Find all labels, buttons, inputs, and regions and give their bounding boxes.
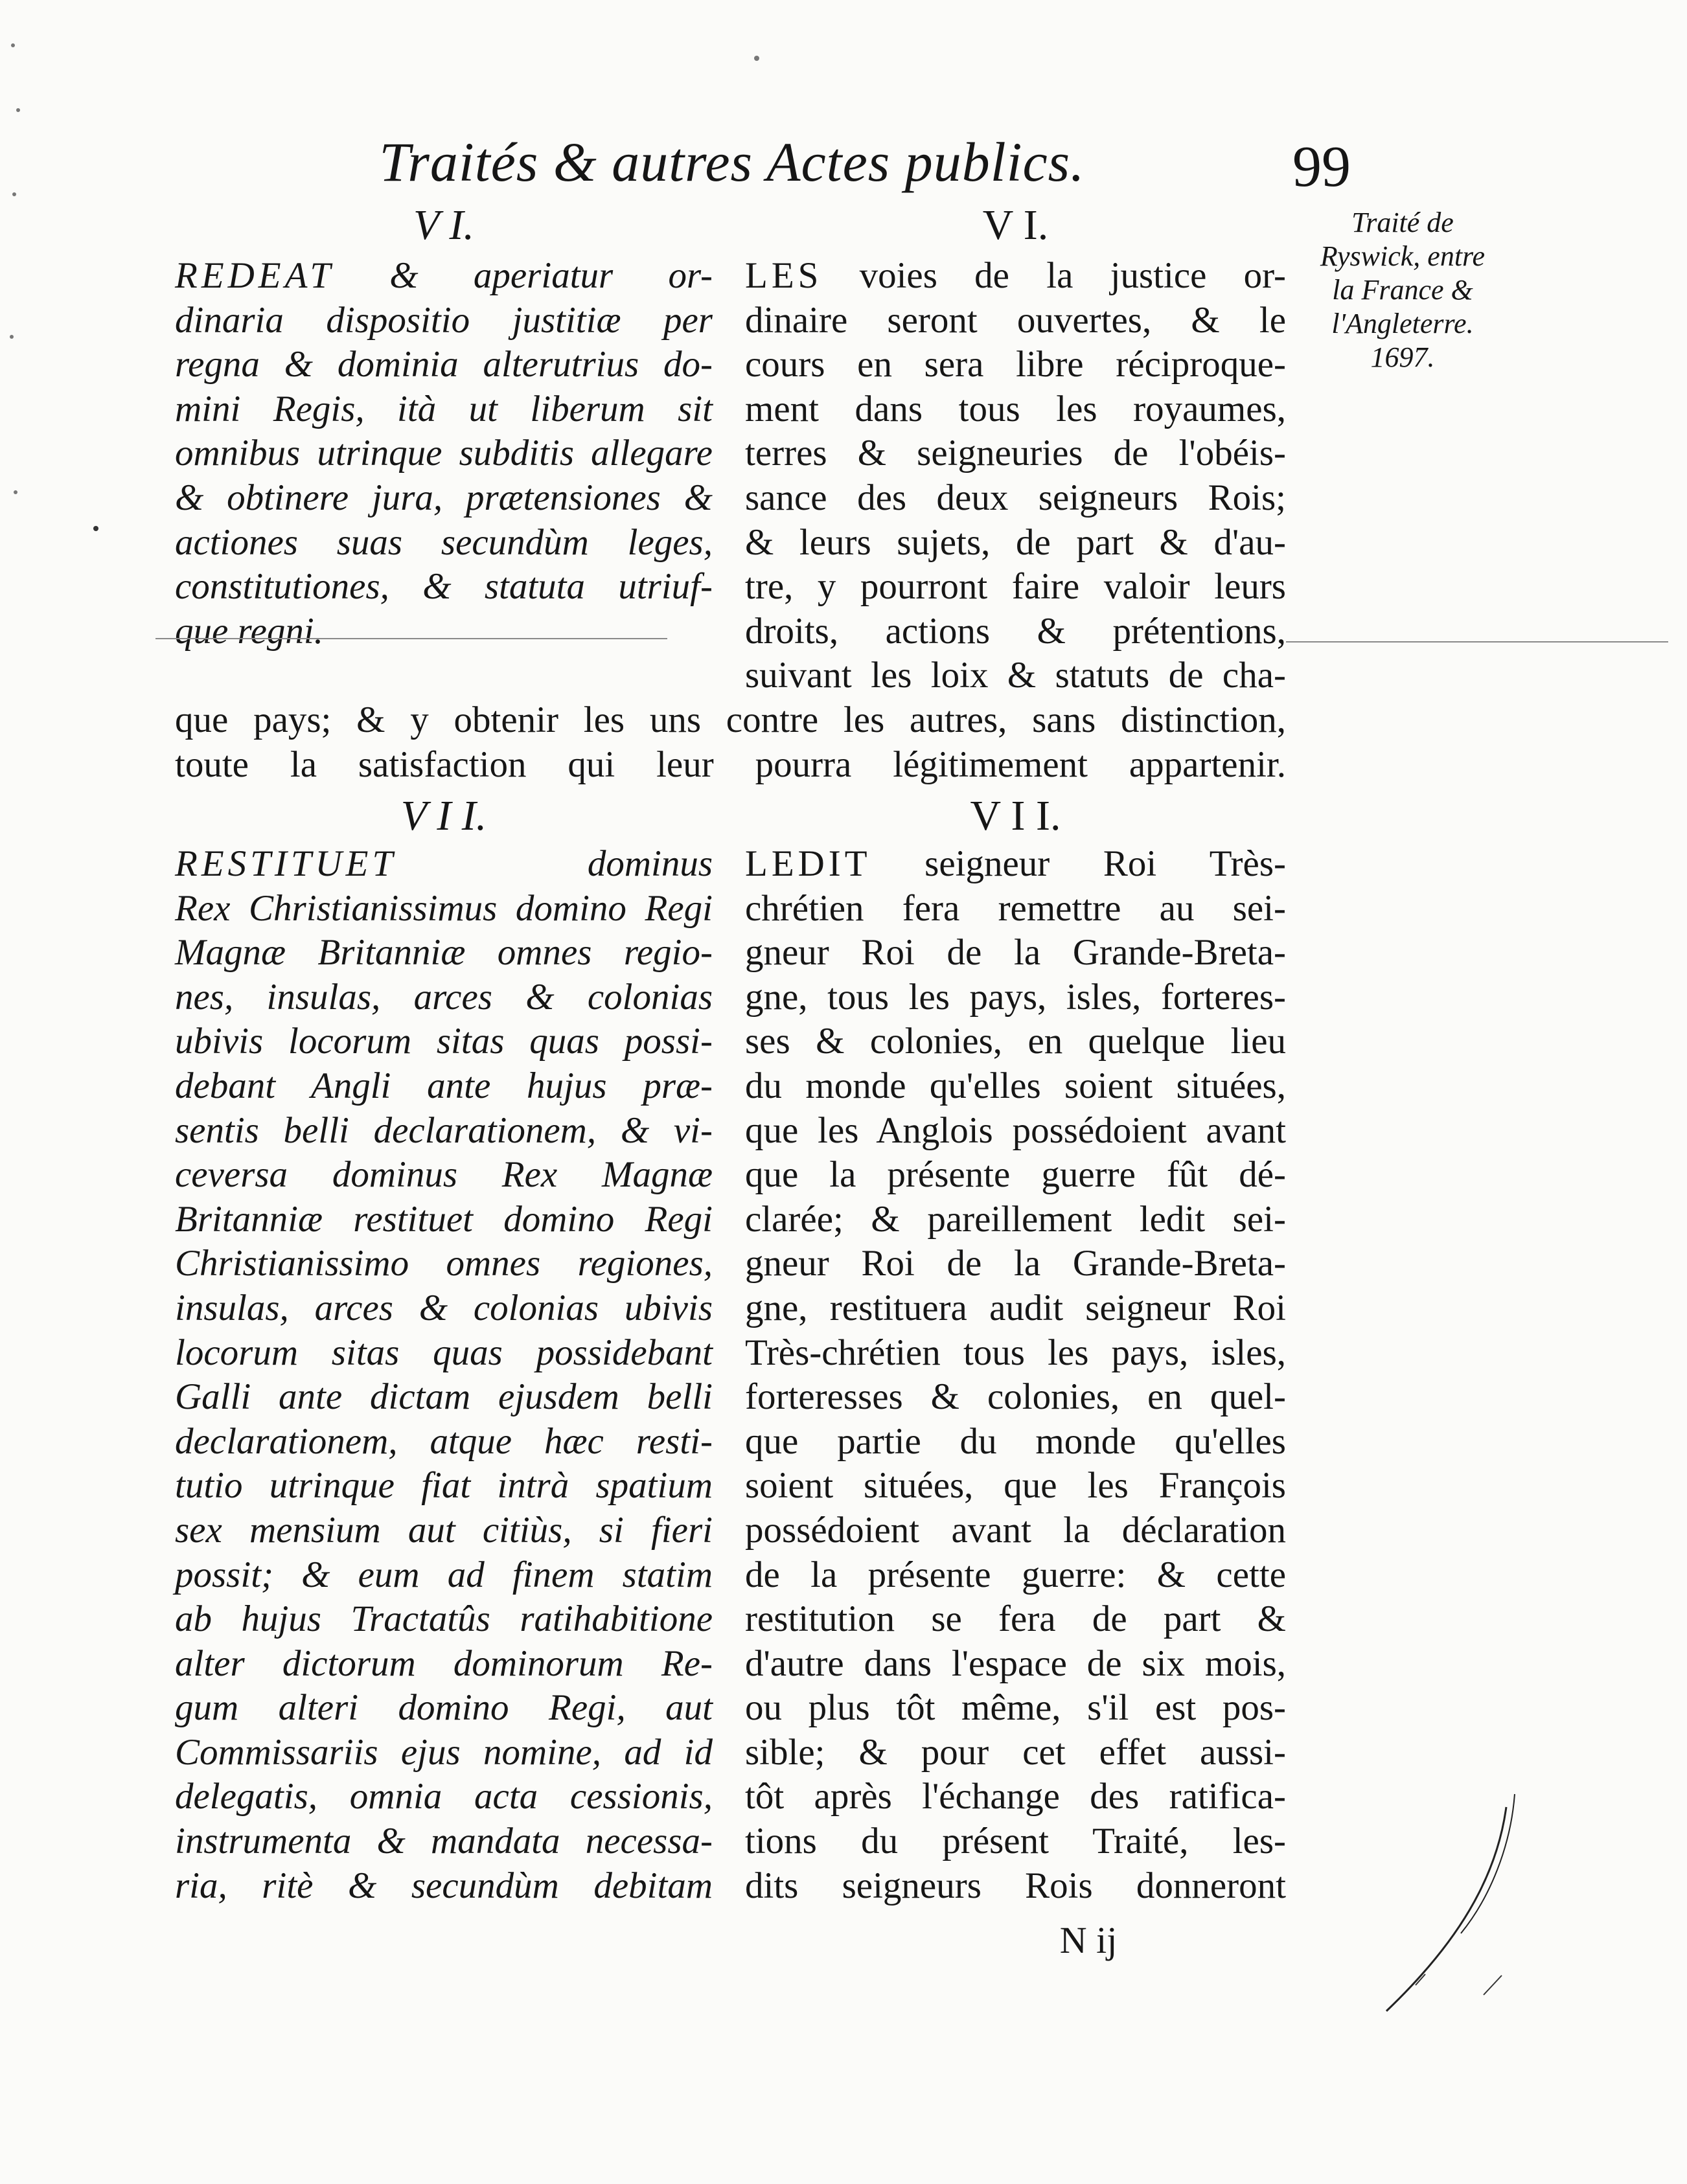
running-title: Traités & autres Actes publics. <box>379 131 1085 193</box>
text-line: locorum sitas quas possidebant <box>175 1332 713 1373</box>
text-line: dits seigneurs Rois donneront <box>745 1865 1286 1906</box>
text-line: actiones suas secundùm leges, <box>175 521 713 563</box>
text-line: sance des deux seigneurs Rois; <box>745 477 1286 518</box>
text-line: clarée; & pareillement ledit sei- <box>745 1198 1286 1240</box>
text-line: regna & dominia alterutrius do- <box>175 344 713 385</box>
ink-dot-mark <box>16 108 20 112</box>
text-line: Très-chrétien tous les pays, isles, <box>745 1332 1286 1373</box>
text-line: d'autre dans l'espace de six mois, <box>745 1643 1286 1684</box>
ink-dot-mark <box>14 490 17 494</box>
text-line: RESTITUET dominus <box>175 843 713 884</box>
text-line: gne, restituera audit seigneur Roi <box>745 1287 1286 1328</box>
text-line: sex mensium aut citiùs, si fieri <box>175 1509 713 1551</box>
text-line: de la présente guerre: & cette <box>745 1554 1286 1595</box>
text-line: Christianissimo omnes regiones, <box>175 1243 713 1284</box>
text-line: ria, ritè & secundùm debitam <box>175 1865 713 1906</box>
text-line: possédoient avant la déclaration <box>745 1509 1286 1551</box>
text-line: Galli ante dictam ejusdem belli <box>175 1376 713 1418</box>
text-line: & leurs sujets, de part & d'au- <box>745 521 1286 563</box>
margin-note-line: Traité de <box>1351 207 1454 238</box>
text-line: gneur Roi de la Grande-Breta- <box>745 932 1286 973</box>
text-line: & obtinere jura, prætensiones & <box>175 477 713 518</box>
ink-dot-mark <box>10 335 14 339</box>
text-line: debant Angli ante hujus præ- <box>175 1065 713 1106</box>
opening-word: RESTITUET <box>175 843 397 884</box>
margin-note-line: la France & <box>1332 274 1473 306</box>
text-line: gneur Roi de la Grande-Breta- <box>745 1243 1286 1284</box>
margin-note-line: Ryswick, entre <box>1320 240 1486 272</box>
ink-dot-mark <box>93 526 98 531</box>
article-vi-french-heading: V I. <box>982 201 1049 249</box>
opening-word: LES <box>745 255 823 296</box>
opening-word: LEDIT <box>745 843 871 884</box>
article-vii-french-heading: V I I. <box>970 792 1061 839</box>
text-line: toute la satisfaction qui leur pourra légitimement appartenir. <box>175 744 1286 785</box>
margin-note-line: l'Angleterre. <box>1331 308 1474 339</box>
text-line: forteresses & colonies, en quel- <box>745 1376 1286 1418</box>
text-line: sible; & pour cet effet aussi- <box>745 1731 1286 1773</box>
text-line: cours en sera libre réciproque- <box>745 344 1286 385</box>
text-line: que la présente guerre fût dé- <box>745 1154 1286 1196</box>
pen-stroke-mark <box>1386 1807 1506 2011</box>
text-line: droits, actions & prétentions, <box>745 610 1286 652</box>
text-line: LEDIT seigneur Roi Très- <box>745 843 1286 884</box>
text-line: sentis belli declarationem, & vi- <box>175 1109 713 1151</box>
article-vi-latin-heading: V I. <box>413 201 475 249</box>
ink-dot-mark <box>11 43 15 47</box>
text-line: nes, insulas, arces & colonias <box>175 976 713 1018</box>
text-line: ses & colonies, en quelque lieu <box>745 1021 1286 1062</box>
text-line: alter dictorum dominorum Re- <box>175 1643 713 1684</box>
text-line: tôt après l'échange des ratifica- <box>745 1776 1286 1817</box>
text-line: LES voies de la justice or- <box>745 255 1286 296</box>
pen-stroke-mark <box>1484 1975 1502 1995</box>
text-line: que pays; & y obtenir les uns contre les autres, sans distinction, <box>175 700 1286 740</box>
text-line: terres & seigneuries de l'obéis- <box>745 433 1286 474</box>
text-line: gne, tous les pays, isles, forteres- <box>745 976 1286 1018</box>
text-line: omnibus utrinque subditis allegare <box>175 433 713 474</box>
article-vii-latin-heading: V I I. <box>400 792 487 839</box>
text-line: mini Regis, ità ut liberum sit <box>175 388 713 429</box>
catchword: N ij <box>1059 1919 1118 1961</box>
ink-dot-mark <box>754 56 759 61</box>
text-line: soient situées, que les François <box>745 1465 1286 1507</box>
ink-dot-mark <box>12 192 16 196</box>
text-line: restitution se fera de part & <box>745 1598 1286 1640</box>
text-line: ubivis locorum sitas quas possi- <box>175 1021 713 1062</box>
page-number: 99 <box>1292 135 1351 199</box>
text-line: Rex Christianissimus domino Regi <box>175 887 713 929</box>
text-line: chrétien fera remettre au sei- <box>745 887 1286 929</box>
text-line: Commissariis ejus nomine, ad id <box>175 1731 713 1773</box>
text-line: ab hujus Tractatûs ratihabitione <box>175 1598 713 1640</box>
text-line: dinaria dispositio justitiæ per <box>175 299 713 341</box>
opening-word: REDEAT <box>175 255 335 296</box>
margin-note-line: 1697. <box>1370 341 1435 373</box>
text-line: tions du présent Traité, les- <box>745 1821 1286 1862</box>
text-line: que regni. <box>175 610 324 652</box>
text-line: ou plus tôt même, s'il est pos- <box>745 1687 1286 1729</box>
text-line: delegatis, omnia acta cessionis, <box>175 1776 713 1817</box>
text-line: Britanniæ restituet domino Regi <box>175 1198 713 1240</box>
text-line: que partie du monde qu'elles <box>745 1420 1286 1462</box>
text-line: tre, y pourront faire valoir leurs <box>745 566 1286 608</box>
text-line: constitutiones, & statuta utriuf- <box>175 566 713 608</box>
text-line: que les Anglois possédoient avant <box>745 1109 1286 1151</box>
text-line: dinaire seront ouvertes, & le <box>745 299 1286 341</box>
text-line: suivant les loix & statuts de cha- <box>745 655 1286 696</box>
text-line: ceversa dominus Rex Magnæ <box>175 1154 713 1196</box>
text-line: possit; & eum ad finem statim <box>175 1554 713 1595</box>
text-line: declarationem, atque hæc resti- <box>175 1420 713 1462</box>
text-line: REDEAT & aperiatur or- <box>175 255 713 296</box>
text-line: tutio utrinque fiat intrà spatium <box>175 1465 713 1507</box>
text-line: gum alteri domino Regi, aut <box>175 1687 713 1729</box>
text-line: ment dans tous les royaumes, <box>745 388 1286 429</box>
text-line: instrumenta & mandata necessa- <box>175 1821 713 1862</box>
text-line: Magnæ Britanniæ omnes regio- <box>175 932 713 973</box>
text-line: du monde qu'elles soient situées, <box>745 1065 1286 1106</box>
text-line: insulas, arces & colonias ubivis <box>175 1287 713 1328</box>
